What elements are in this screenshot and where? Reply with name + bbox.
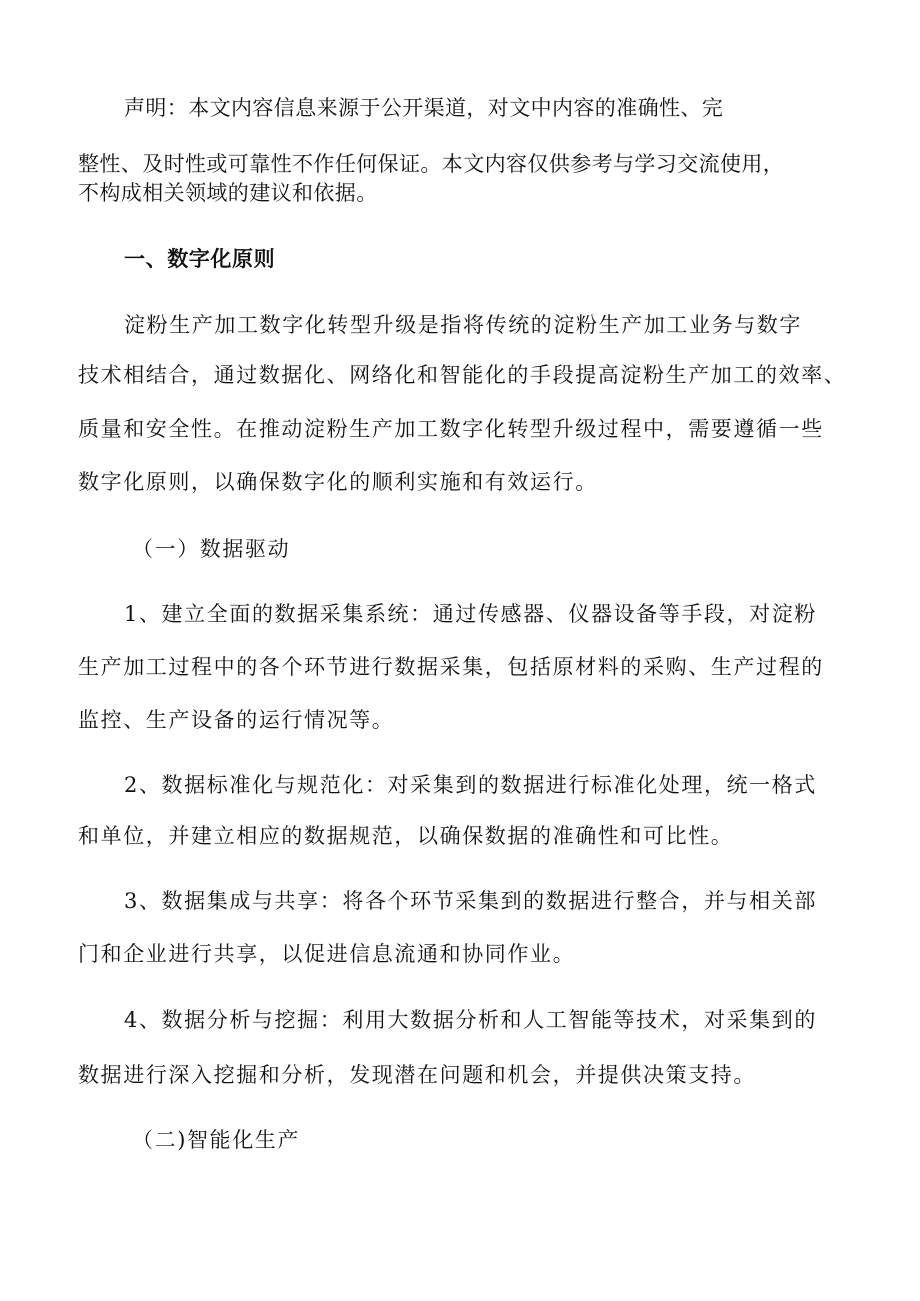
item-3-line-1: 3、数据集成与共享：将各个环节采集到的数据进行整合，并与相关部 (124, 889, 817, 913)
intro-line-1: 淀粉生产加工数字化转型升级是指将传统的淀粉生产加工业务与数字 (124, 313, 802, 337)
item-3-line-2: 门和企业进行共享，以促进信息流通和协同作业。 (78, 942, 576, 966)
item-1-line-2: 生产加工过程中的各个环节进行数据采集，包括原材料的采购、生产过程的 (78, 655, 824, 679)
subheading-smart-production: （二)智能化生产 (132, 1128, 300, 1152)
intro-line-2: 技术相结合，通过数据化、网络化和智能化的手段提高淀粉生产加工的效率、 (78, 363, 847, 387)
item-2-line-2: 和单位，并建立相应的数据规范，以确保数据的准确性和可比性。 (78, 824, 734, 848)
declaration-line-3: 不构成相关领域的建议和依据。 (78, 181, 378, 205)
declaration-line-1: 声明：本文内容信息来源于公开渠道，对文中内容的准确性、完 (124, 96, 724, 120)
section-heading: 一、数字化原则 (124, 247, 276, 271)
item-4-line-2: 数据进行深入挖掘和分析，发现潜在问题和机会，并提供决策支持。 (78, 1063, 756, 1087)
item-1-line-1: 1、建立全面的数据采集系统：通过传感器、仪器设备等手段，对淀粉 (124, 602, 817, 626)
intro-line-4: 数字化原则，以确保数字化的顺利实施和有效运行。 (78, 470, 598, 494)
item-4-line-1: 4、数据分析与挖掘：利用大数据分析和人工智能等技术，对采集到的 (124, 1008, 817, 1032)
item-2-line-1: 2、数据标准化与规范化：对采集到的数据进行标准化处理，统一格式 (124, 773, 817, 797)
item-1-line-3: 监控、生产设备的运行情况等。 (78, 708, 395, 732)
subheading-data-driven: （一）数据驱动 (132, 537, 291, 561)
intro-line-3: 质量和安全性。在推动淀粉生产加工数字化转型升级过程中，需要遵循一些 (78, 417, 824, 441)
declaration-line-2: 整性、及时性或可靠性不作任何保证。本文内容仅供参考与学习交流使用， (78, 152, 785, 176)
